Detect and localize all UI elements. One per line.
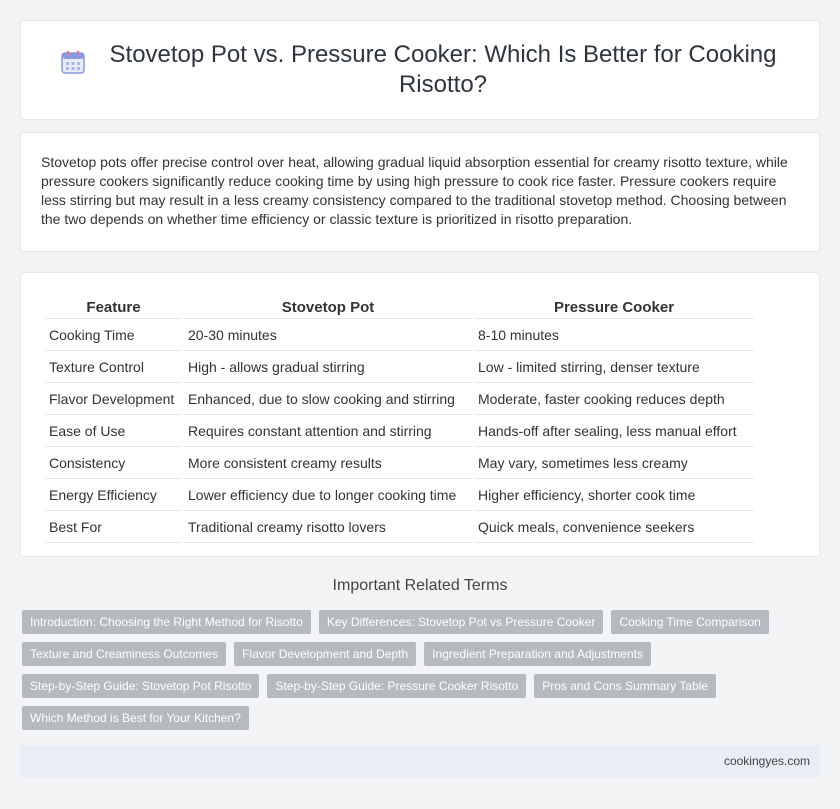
table-row xyxy=(45,385,754,415)
row-feature: Cooking Time xyxy=(45,321,182,351)
row-feature: Consistency xyxy=(45,449,182,479)
row-pressure-cooker: Low - limited stirring, denser texture xyxy=(474,353,754,383)
row-pressure-cooker: Higher efficiency, shorter cook time xyxy=(474,481,754,511)
row-stovetop: Requires constant attention and stirring xyxy=(184,417,472,447)
related-tag[interactable]: Step-by-Step Guide: Pressure Cooker Risotto xyxy=(267,674,526,698)
table-header-row xyxy=(45,295,754,319)
row-feature: Energy Efficiency xyxy=(45,481,182,511)
title-wrap xyxy=(60,40,780,100)
row-feature: Ease of Use xyxy=(45,417,182,447)
table-row xyxy=(45,417,754,447)
row-stovetop: Lower efficiency due to longer cooking time xyxy=(184,481,472,511)
table-row xyxy=(45,321,754,351)
comparison-table xyxy=(43,293,756,545)
row-stovetop: 20-30 minutes xyxy=(184,321,472,351)
table-row xyxy=(45,353,754,383)
table-row xyxy=(45,513,754,543)
related-terms-title: Important Related Terms xyxy=(332,577,508,594)
table-row xyxy=(45,449,754,479)
row-stovetop: More consistent creamy results xyxy=(184,449,472,479)
related-tag[interactable]: Key Differences: Stovetop Pot vs Pressure Cooker xyxy=(319,610,604,634)
related-terms-list xyxy=(22,610,822,730)
header-feature: Feature xyxy=(45,295,182,319)
related-tag[interactable]: Texture and Creaminess Outcomes xyxy=(22,642,226,666)
row-pressure-cooker: Moderate, faster cooking reduces depth xyxy=(474,385,754,415)
row-stovetop: Enhanced, due to slow cooking and stirring xyxy=(184,385,472,415)
row-feature: Texture Control xyxy=(45,353,182,383)
row-pressure-cooker: Hands-off after sealing, less manual effort xyxy=(474,417,754,447)
page-title: Stovetop Pot vs. Pressure Cooker: Which Is Better for Cooking Risotto? xyxy=(109,41,777,98)
row-pressure-cooker: 8-10 minutes xyxy=(474,321,754,351)
footer xyxy=(20,745,820,777)
calendar-icon xyxy=(60,49,86,75)
table-row xyxy=(45,481,754,511)
related-tag[interactable]: Ingredient Preparation and Adjustments xyxy=(424,642,651,666)
related-tag[interactable]: Which Method is Best for Your Kitchen? xyxy=(22,706,249,730)
row-stovetop: High - allows gradual stirring xyxy=(184,353,472,383)
title-card xyxy=(20,20,820,120)
intro-text: Stovetop pots offer precise control over heat, allowing gradual liquid absorption essential for creamy risotto texture, while pressure cookers significantly reduce cooking time by using high pressure to cook rice faster. Pressure cookers require less stirring but may result in a less creamy consistency compared to the traditional stovetop method. Choosing between the two depends on whether time efficiency or classic texture is prioritized in risotto preparation. xyxy=(41,154,788,227)
row-stovetop: Traditional creamy risotto lovers xyxy=(184,513,472,543)
related-tag[interactable]: Introduction: Choosing the Right Method for Risotto xyxy=(22,610,311,634)
related-tag[interactable]: Flavor Development and Depth xyxy=(234,642,416,666)
row-feature: Flavor Development xyxy=(45,385,182,415)
footer-site-link[interactable]: cookingyes.com xyxy=(723,754,810,768)
related-tag[interactable]: Pros and Cons Summary Table xyxy=(534,674,716,698)
header-stovetop: Stovetop Pot xyxy=(184,295,472,319)
header-pressure-cooker: Pressure Cooker xyxy=(474,295,754,319)
comparison-card xyxy=(20,272,820,557)
intro-card xyxy=(20,132,820,252)
related-tag[interactable]: Step-by-Step Guide: Stovetop Pot Risotto xyxy=(22,674,259,698)
row-pressure-cooker: Quick meals, convenience seekers xyxy=(474,513,754,543)
row-feature: Best For xyxy=(45,513,182,543)
related-tag[interactable]: Cooking Time Comparison xyxy=(611,610,768,634)
row-pressure-cooker: May vary, sometimes less creamy xyxy=(474,449,754,479)
